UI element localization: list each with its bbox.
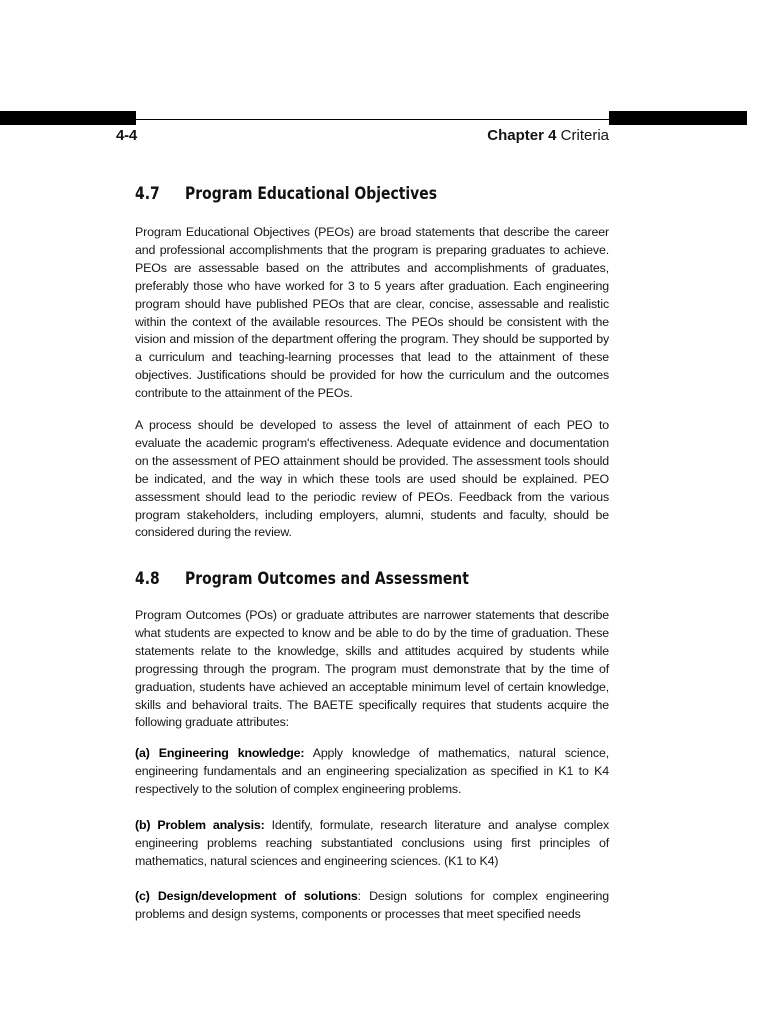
attribute-label: (b) Problem analysis: [135,818,265,832]
attribute-text: Identify, formulate, research literature and analyse complex engineering problems reaching substantiated conclusions using first principles of mathematics, natural sciences and engineering sciences. (K1 to K4) [135,818,609,868]
chapter-label: Chapter 4 [487,127,557,144]
section-number: 4.8 [135,569,160,589]
section-title: Program Outcomes and Assessment [185,569,469,589]
header-rule [0,119,747,120]
header-bar-right [609,111,747,125]
attribute-problem-analysis [135,817,609,871]
attribute-label: (a) Engineering knowledge: [135,746,305,760]
peo-paragraph-1: Program Educational Objectives (PEOs) are broad statements that describe the career and professional accomplishments that the program is preparing graduates to achieve. PEOs are assessable based on the attributes and accomplishments of graduates, preferably those who have worked for 3 to 5 years after graduation. Each engineering program should have published PEOs that are clear, concise, assessable and realistic within the context of the available resources. The PEOs should be consistent with the vision and mission of the department offering the program. They should be supported by a curriculum and teaching-learning processes that lead to the attainment of these objectives. Justifications should be provided for how the curriculum and the outcomes contribute to the attainment of the PEOs. [135,225,609,401]
peo-paragraph-2: A process should be developed to assess the level of attainment of each PEO to evaluate the academic program's effectiveness. Adequate evidence and documentation on the assessment of PEO attainment should be provided. The assessment tools should be indicated, and the way in which these tools are used should be explained. PEO assessment should lead to the periodic review of PEOs. Feedback from the various program stakeholders, including employers, alumni, students and faculty, should be considered during the review. [135,418,609,540]
attribute-text: : Design solutions for complex engineering problems and design systems, components or processes that meet specified needs [135,889,609,921]
chapter-name: Criteria [560,127,609,144]
section-heading-4-7 [135,184,524,204]
attribute-label: (c) Design/development of solutions [135,889,358,903]
page-number: 4-4 [116,127,138,144]
po-intro-paragraph: Program Outcomes (POs) or graduate attributes are narrower statements that describe what students are expected to know and be able to do by the time of graduation. These statements relate to the knowledge, skills and attitudes acquired by students while progressing through the program. The program must demonstrate that by the time of graduation, students have achieved an acceptable minimum level of certain knowledge, skills and behavioral traits. The BAETE specifically requires that students acquire the following graduate attributes: [135,608,609,730]
section-title: Program Educational Objectives [185,184,438,204]
section-heading-4-8 [135,569,524,589]
header-bar-left [0,111,136,125]
attribute-text: Apply knowledge of mathematics, natural science, engineering fundamentals and an engineering specialization as specified in K1 to K4 respectively to the solution of complex engineering problems. [135,746,609,796]
section-number: 4.7 [135,184,160,204]
attribute-design-development [135,888,609,924]
attribute-engineering-knowledge [135,745,609,799]
running-header [487,127,609,144]
